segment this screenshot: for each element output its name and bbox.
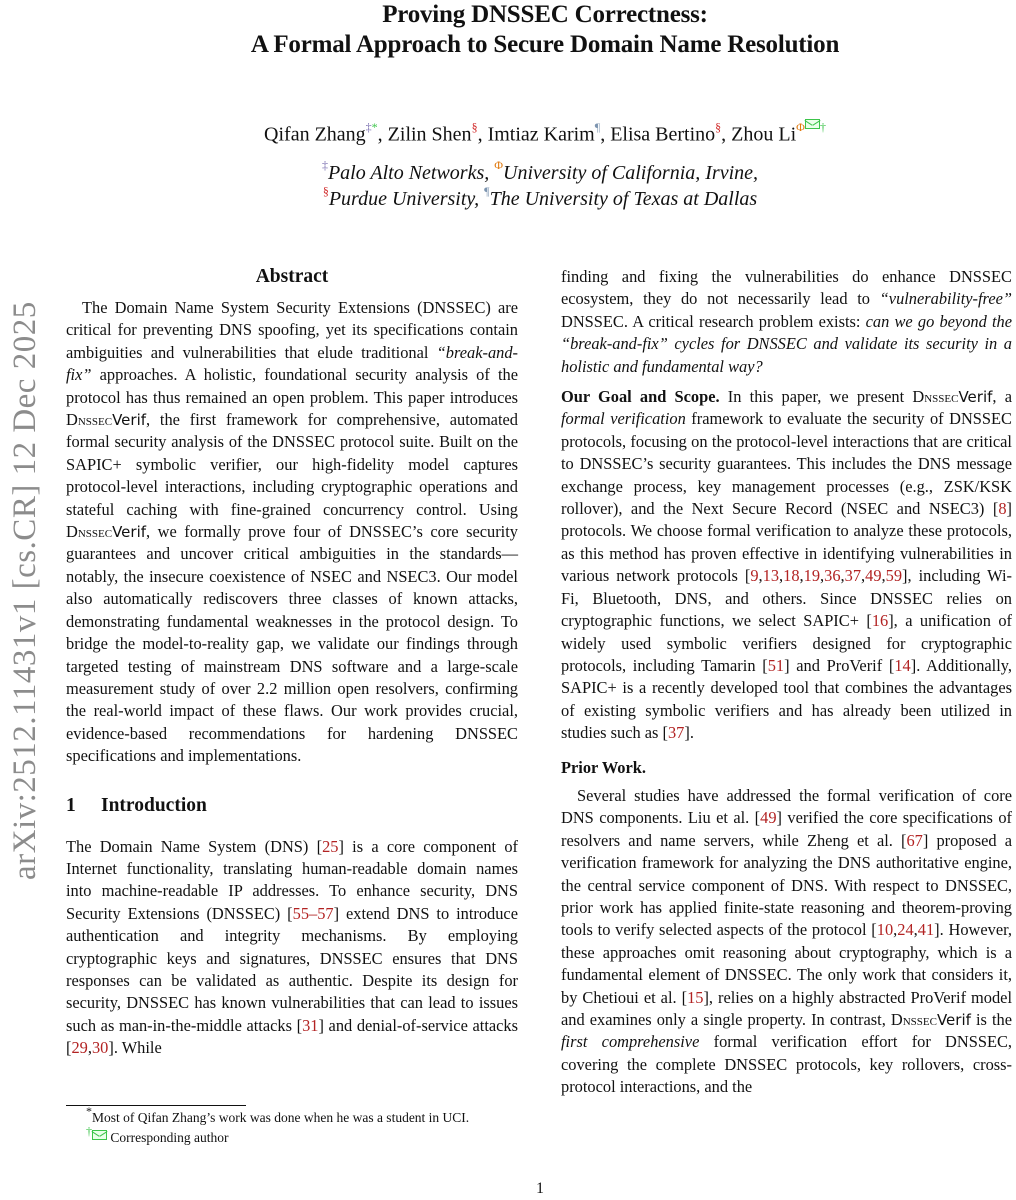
footnote-text: Most of Qifan Zhang’s work was done when he was a student in UCI. [92, 1110, 470, 1125]
text: , a [992, 387, 1012, 407]
footnote-divider [66, 1105, 246, 1106]
text: , we formally prove four of DNSSEC’s core security guarantees and uncover critical ambiguities in the standards—notably, the insecure coexistence of NSEC and NSEC3. Our model also automatically rediscovers three classes of known attacks, demonstrating fundamental weaknesses in the protocol design. To bridge the model-to-reality gap, we validate our findings through targeted testing of mainstream DNS software and a large-scale measurement study of over 2.2 million open resolvers, confirming the real-world impact of these flaws. Our work provides crucial, evidence-based recommendations for hardening DNSSEC specifications and implementations. [66, 522, 518, 766]
footnote-mark: † [86, 1123, 92, 1138]
citation-link[interactable]: 25 [322, 836, 339, 856]
affiliation-mark: Φ [494, 158, 504, 173]
text: ] protocols. We choose formal verification to analyze these protocols, as this method has proven effective in identifying vulnerabilities in various network protocols [ [561, 499, 1012, 586]
citation-link[interactable]: 13 [762, 566, 780, 586]
text: , the first framework for comprehensive, automated formal security analysis of the DNSSEC protocol suite. Built on the SAPIC+ symbolic verifier, our high-fidelity model captures protocol-level interactions, including cryptographic operations and stateful caching with fine-grained concurrency control. Using [66, 410, 518, 519]
citation-link[interactable]: 16 [871, 611, 889, 631]
text: The Domain Name System (DNS) [ [66, 836, 323, 856]
citation-link[interactable]: 41 [917, 920, 935, 940]
citation-link[interactable]: 10 [876, 920, 894, 940]
paragraph-heading-prior-work: Prior Work. [561, 757, 646, 777]
envelope-icon[interactable] [805, 119, 820, 129]
arxiv-stamp[interactable]: arXiv:2512.11431v1 [cs.CR] 12 Dec 2025 [7, 301, 43, 880]
text: The Domain Name System Security Extensions (DNSSEC) are critical for preventing DNS spoofing, yet its specifications contain ambiguities and vulnerabilities that elude traditional [66, 298, 518, 362]
text: finding and fixing the vulnerabilities do enhance DNSSEC ecosystem, they do not necessarily lead to [561, 267, 1012, 309]
citation-link[interactable]: 19 [803, 566, 821, 586]
footnote-text: Corresponding author [107, 1130, 229, 1145]
text-italic: formal verification [561, 409, 686, 429]
tool-name: Dnssec [66, 410, 113, 430]
footnote [86, 1123, 526, 1148]
text: ], relies on a highly abstracted ProVerif model and examines only a single property. In contrast, [561, 987, 1012, 1029]
affiliation-mark: § [715, 120, 722, 134]
paper-title [0, 0, 1016, 60]
citation-link[interactable]: 59 [885, 566, 903, 586]
citation-link[interactable]: 67 [906, 830, 923, 850]
paragraph [561, 266, 1012, 378]
text: ], including Wi-Fi, Bluetooth, DNS, and others. Since DNSSEC relies on cryptographic functions, we select SAPIC+ [ [561, 566, 1012, 631]
text: ] and denial-of-service attacks [ [66, 1015, 518, 1058]
text: DNSSEC. A critical research problem exists: [561, 311, 866, 331]
citation-link[interactable]: 14 [894, 655, 911, 675]
citation-link[interactable]: 15 [687, 987, 704, 1007]
text-italic: “break-and-fix” [66, 342, 518, 385]
text: approaches. A holistic, foundational security analysis of the protocol has thus remained an open problem. This paper introduces [66, 365, 518, 407]
tool-name: Dnssec [66, 522, 113, 542]
citation-link[interactable]: 37 [667, 723, 685, 743]
affiliation-mark: § [322, 184, 329, 199]
affiliation: Palo Alto Networks, [327, 162, 490, 184]
page-number: 1 [536, 1180, 544, 1197]
affiliation: The University of Texas at Dallas [489, 188, 758, 210]
tool-name-suffix: Verif [112, 523, 147, 542]
affiliation-mark: ¶ [594, 120, 601, 134]
affiliation-mark: § [471, 120, 478, 134]
introduction-paragraph: The Domain Name System (DNS) [25] is a core component of Internet functionality, translating human-readable domain names into machine-readable IP addresses. To enhance security, DNS Security Extensions (DNSSEC) [55–57] extend DNS to introduce authentication and integrity mechanisms. By employing cryptographic keys and signatures, DNSSEC ensures that DNS responses can be validated as authentic. Despite its design for security, DNSSEC has known vulnerabilities that can lead to issues such as man-in-the-middle attacks [31] and denial-of-service attacks [29,30]. While [66, 836, 519, 1058]
text: ] is a core component of Internet functionality, translating human-readable domain names into machine-readable IP addresses. To enhance security, DNS Security Extensions (DNSSEC) [ [66, 836, 519, 923]
title-line-1: Proving DNSSEC Correctness: [382, 1, 708, 28]
text: ]. However, these approaches omit reasoning about cryptography, which is a fundamental element of DNSSEC. The only work that considers it, by Chetioui et al. [ [561, 920, 1012, 1007]
author-name: Zhou Li [731, 123, 797, 146]
text: is the [970, 1010, 1012, 1029]
text: ]. While [108, 1038, 162, 1058]
tool-name: Dnssec [890, 1010, 937, 1029]
right-column [561, 266, 1012, 1099]
footnote [86, 1103, 526, 1128]
paragraph-goal-scope: Our Goal and Scope. In this paper, we present DnssecVerif, a formal verification framework to evaluate the security of DNSSEC protocols, focusing on the protocol-level interactions that are critical to DNSSEC’s security guarantees. This includes the DNS message exchange process, key management processes (e.g., ZSK/KSK rollover), and the Next Secure Record (NSEC and NSEC3) [8] protocols. We choose formal verification to analyze these protocols, as this method has proven effective in identifying vulnerabilities in various network protocols [9,13,18,19,36,37,49,59], including Wi-Fi, Bluetooth, DNS, and others. Since DNSSEC relies on cryptographic functions, we select SAPIC+ [16], a unification of widely used symbolic verifiers designed for cryptographic protocols, including Tamarin [51] and ProVerif [14]. Additionally, SAPIC+ is a recently developed tool that combines the advantages of existing symbolic verifiers and has already been utilized in studies such as [37]. [561, 387, 1013, 743]
citation-link[interactable]: 9 [750, 566, 759, 586]
affiliation-mark: Φ [796, 120, 805, 134]
citation-link[interactable]: 8 [998, 499, 1007, 519]
tool-name-suffix: Verif [936, 1011, 971, 1029]
text: In this paper, we present [719, 387, 913, 407]
citation-link[interactable]: 29 [71, 1038, 88, 1058]
text: ] extend DNS to introduce authentication and integrity mechanisms. By employing cryptographic keys and signatures, DNSSEC ensures that DNS responses can be validated as authentic. Despite its design for security, DNSSEC has known vulnerabilities that can lead to issues such as man-in-the-middle attacks [ [66, 903, 518, 1035]
text: ]. [684, 723, 694, 743]
footnotes [86, 1103, 526, 1148]
footnote-mark: * [86, 1103, 92, 1118]
citation-link[interactable]: 36 [824, 566, 841, 586]
footnote-mark: † [819, 120, 826, 134]
tool-name-suffix: Verif [112, 411, 147, 430]
author-name: Imtiaz Karim [487, 123, 595, 146]
citation-link[interactable]: 51 [767, 655, 785, 675]
citation-link[interactable]: 49 [760, 808, 777, 828]
left-column [66, 265, 518, 1060]
text: Several studies have addressed the formal verification of core DNS components. Liu et al. [ [561, 785, 1012, 828]
text-italic: “vulnerability-free” [879, 289, 1012, 309]
text: framework to evaluate the security of DNSSEC protocols, focusing on the protocol-level interactions that are critical to DNSSEC’s security guarantees. This includes the DNS message exchange process, key management processes (e.g., ZSK/KSK rollover), and the Next Secure Record (NSEC and NSEC3) [ [561, 409, 1012, 519]
affiliation-mark: ¶ [484, 184, 490, 199]
paragraph-prior-work: Several studies have addressed the formal verification of core DNS components. Liu et al. [49] verified the core specifications of resolvers and name servers, while Zheng et al. [67] proposed a verification framework for analyzing the DNS authoritative engine, the central service component of DNS. With respect to DNSSEC, prior work has applied finite-state reasoning and theorem-proving tools to verify selected aspects of the protocol [10,24,41]. However, these approaches omit reasoning about cryptography, which is a fundamental element of DNSSEC. The only work that considers it, by Chetioui et al. [15], relies on a highly abstracted ProVerif model and examines only a single property. In contrast, DnssecVerif is the first comprehensive formal verification effort for DNSSEC, covering the complete DNSSEC protocols, key rollovers, cross-protocol interactions, and the [561, 785, 1012, 1097]
citation-link[interactable]: 49 [865, 566, 882, 586]
text: ] proposed a verification framework for analyzing the DNS authoritative engine, the central service component of DNS. With respect to DNSSEC, prior work has applied finite-state reasoning and theorem-proving tools to verify selected aspects of the protocol [ [561, 830, 1012, 940]
text: ], a unification of widely used symbolic verifiers designed for cryptographic protocols, including Tamarin [ [561, 611, 1012, 675]
paragraph-heading: Our Goal and Scope. [561, 387, 720, 407]
citation-link[interactable]: 37 [844, 566, 862, 586]
affiliation: Purdue University, [328, 188, 480, 210]
citation-link[interactable]: 24 [897, 920, 914, 940]
affiliation-mark: ‡ [365, 120, 372, 134]
tool-name: Dnssec [912, 387, 959, 407]
title-line-2: A Formal Approach to Secure Domain Name Resolution [250, 31, 840, 58]
section-number: 1 [66, 794, 76, 816]
footnote-mark: * [371, 120, 378, 134]
author-name: Elisa Bertino [610, 123, 716, 146]
abstract-body [66, 297, 518, 768]
envelope-icon [92, 1130, 107, 1140]
citation-link[interactable]: 30 [91, 1038, 109, 1058]
abstract-heading: Abstract [255, 266, 329, 287]
author-list: Qifan Zhang‡*, Zilin Shen§, Imtiaz Karim¶, Elisa Bertino§, Zhou $Li^{\Phi \dagger}$ [264, 120, 826, 146]
citation-link[interactable]: 31 [302, 1015, 319, 1035]
text: ] verified the core specifications of resolvers and name servers, while Zheng et al. [ [561, 808, 1012, 850]
citation-link[interactable]: 55–57 [292, 903, 334, 923]
research-question: can we go beyond the “break-and-fix” cycles for DNSSEC and validate its security in a holistic and fundamental way? [561, 311, 1012, 376]
affiliation-list [0, 160, 1016, 212]
text: formal verification effort for DNSSEC, covering the complete DNSSEC protocols, key rollovers, cross-protocol interactions, and the [561, 1032, 1012, 1097]
tool-name-suffix: Verif [958, 388, 993, 407]
text: ]. Additionally, SAPIC+ is a recently developed tool that combines the advantages of existing symbolic verifiers and has already been utilized in studies such as [ [561, 655, 1013, 743]
citation-link[interactable]: 18 [783, 566, 800, 586]
affiliation-mark: ‡ [321, 158, 328, 173]
text: ] and ProVerif [ [784, 655, 895, 675]
section-heading-introduction [66, 794, 518, 818]
affiliation: University of California, Irvine, [503, 162, 759, 184]
section-title: Introduction [101, 794, 207, 816]
author-name: Zilin Shen [387, 123, 472, 146]
text-italic: first comprehensive [561, 1032, 700, 1052]
author-name: Qifan Zhang [264, 123, 366, 146]
